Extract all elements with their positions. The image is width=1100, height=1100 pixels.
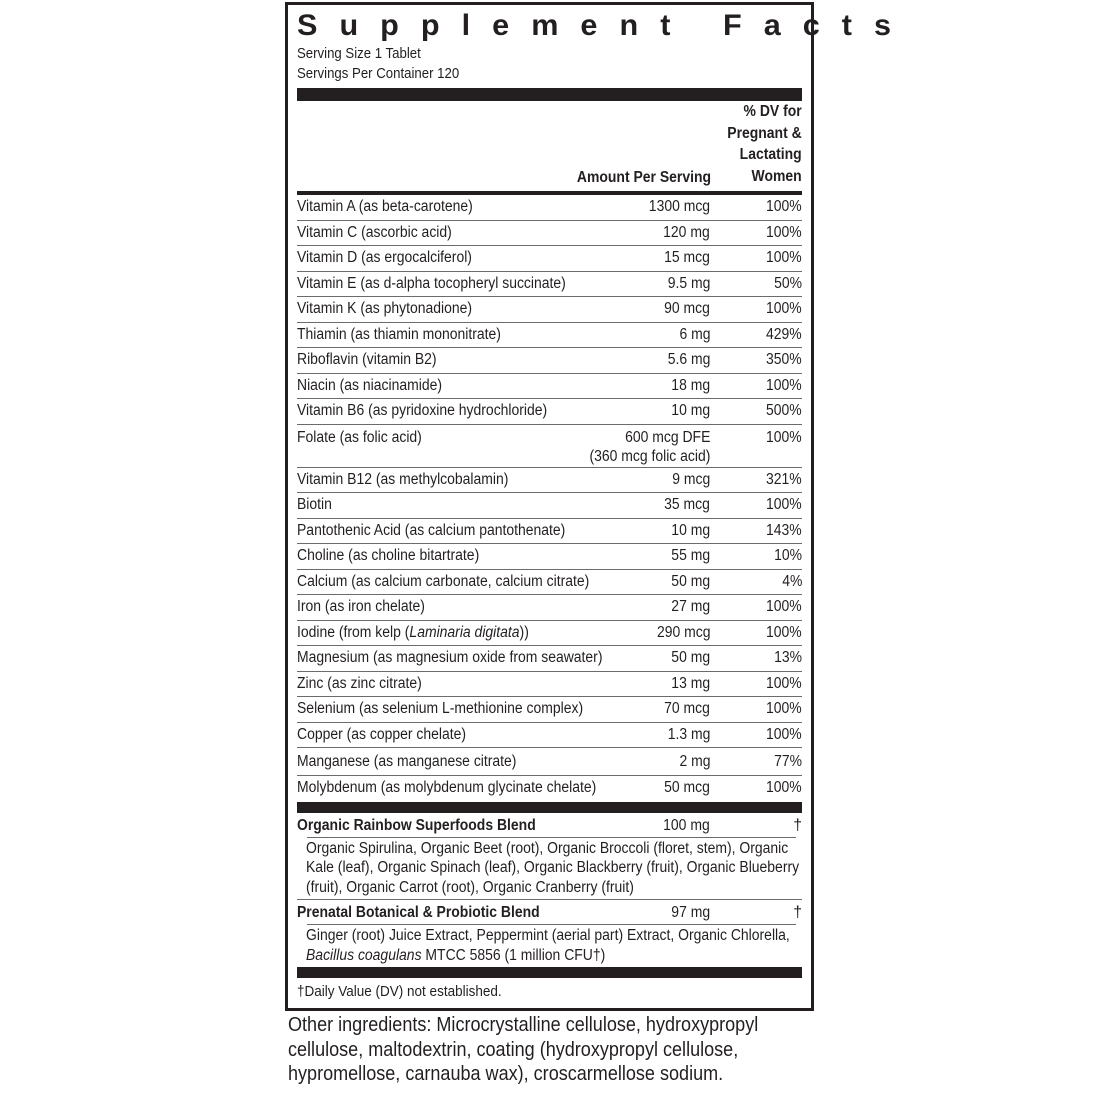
nutrient-row <box>297 297 802 323</box>
nutrient-dv: 100% <box>766 700 802 717</box>
nutrient-name: Pantothenic Acid (as calcium pantothenate) <box>297 521 566 539</box>
blend-amount: 100 mg <box>663 816 710 834</box>
nutrient-dv: 500% <box>766 402 802 419</box>
nutrient-dv: 100% <box>766 376 802 394</box>
nutrient-name <box>297 621 529 645</box>
serving-size: Serving Size 1 Tablet <box>297 45 421 62</box>
nutrient-row <box>297 374 802 400</box>
nutrient-row <box>297 519 802 545</box>
nutrient-row <box>297 544 802 570</box>
nutrient-amount: 13 mg <box>671 674 710 692</box>
nutrient-row <box>297 570 802 596</box>
nutrient-amount: 70 mcg <box>664 700 710 717</box>
nutrient-name: Vitamin C (ascorbic acid) <box>297 223 452 241</box>
nutrient-dv: 100% <box>766 674 802 692</box>
nutrient-row <box>297 621 802 647</box>
name-part: Iodine (from kelp ( <box>297 623 410 641</box>
nutrient-name: Copper (as copper chelate) <box>297 725 467 743</box>
nutrient-amount: 9 mcg <box>672 470 710 488</box>
nutrient-row <box>297 425 802 468</box>
panel-title: Supplement Facts <box>297 9 914 42</box>
blend-header <box>297 900 802 924</box>
nutrient-dv: 4% <box>781 572 802 590</box>
supplement-facts-panel <box>285 2 914 1011</box>
nutrient-amount: 1.3 mg <box>667 725 710 743</box>
nutrient-amount <box>589 428 710 467</box>
nutrient-dv: 10% <box>774 547 802 564</box>
nutrient-name: Biotin <box>297 496 332 513</box>
nutrient-row <box>297 723 802 749</box>
nutrient-name: Vitamin E (as d-alpha tocopheryl succinate) <box>297 274 566 292</box>
thick-divider <box>297 88 802 101</box>
nutrient-name: Zinc (as zinc citrate) <box>297 674 422 692</box>
nutrient-dv: 143% <box>766 521 802 539</box>
nutrient-name: Magnesium (as magnesium oxide from seawater) <box>297 649 603 666</box>
nutrient-dv: 100% <box>766 779 802 796</box>
nutrient-amount: 9.5 mg <box>667 274 710 292</box>
nutrient-name: Riboflavin (vitamin B2) <box>297 351 437 368</box>
nutrient-row <box>297 493 802 519</box>
nutrient-name: Vitamin B6 (as pyridoxine hydrochloride) <box>297 402 548 419</box>
species-name: Laminaria digitata <box>409 623 520 641</box>
nutrient-dv: 429% <box>766 325 802 343</box>
dv-header-line: Women <box>751 167 802 185</box>
column-header <box>297 101 802 191</box>
thick-divider <box>297 802 802 813</box>
nutrient-row <box>297 468 802 494</box>
nutrient-row <box>297 697 802 723</box>
nutrient-name: Niacin (as niacinamide) <box>297 376 442 394</box>
nutrient-amount: 50 mg <box>671 572 710 590</box>
nutrient-name: Molybdenum (as molybdenum glycinate chelate) <box>297 779 597 796</box>
dv-header-line: Lactating <box>739 146 802 163</box>
nutrient-row <box>297 672 802 698</box>
blend-amount: 97 mg <box>671 904 710 922</box>
nutrient-dv: 100% <box>766 300 802 317</box>
dagger-mark: † <box>793 816 802 834</box>
dv-column-header <box>728 101 802 187</box>
nutrient-amount: 10 mg <box>671 402 710 419</box>
servings-per-container: Servings Per Container 120 <box>297 65 460 82</box>
nutrient-amount: 90 mcg <box>664 300 710 317</box>
nutrient-amount: 290 mcg <box>656 623 710 641</box>
nutrient-amount: 35 mcg <box>664 496 710 513</box>
dagger-mark: † <box>793 904 802 922</box>
blend-prenatal-botanical <box>297 900 802 967</box>
blend-superfoods <box>297 813 802 900</box>
nutrient-dv: 100% <box>766 223 802 241</box>
nutrient-dv: 100% <box>766 428 802 446</box>
nutrient-dv: 100% <box>766 249 802 266</box>
amount-line: (360 mcg folic acid) <box>589 448 710 465</box>
nutrient-row <box>297 646 802 672</box>
amount-line: 600 mcg DFE <box>624 428 710 446</box>
nutrient-dv: 77% <box>774 753 802 770</box>
nutrient-amount: 5.6 mg <box>667 351 710 368</box>
nutrient-row <box>297 272 802 298</box>
dv-header-line: % DV for <box>743 103 802 120</box>
nutrient-table <box>297 195 802 801</box>
amount-column-header: Amount Per Serving <box>576 169 711 186</box>
nutrient-row <box>297 195 802 221</box>
nutrient-row <box>297 221 802 247</box>
blend-name: Organic Rainbow Superfoods Blend <box>297 816 536 834</box>
dv-header-line: Pregnant & <box>727 124 802 142</box>
nutrient-dv: 350% <box>766 351 802 368</box>
nutrient-dv: 50% <box>774 274 802 292</box>
blend-ingredients: Organic Spirulina, Organic Beet (root), Organic Broccoli (floret, stem), Organic Kale (leaf), Organic Spinach (leaf), Organic Blackberry (fruit), Organic Blueberry (fruit), Organic Carrot (root), Organic Cranberry (fruit) <box>306 839 800 896</box>
nutrient-row <box>297 776 802 801</box>
nutrient-dv: 100% <box>766 598 802 615</box>
nutrient-name: Vitamin D (as ergocalciferol) <box>297 249 472 266</box>
nutrient-amount: 55 mg <box>671 547 710 564</box>
nutrient-amount: 18 mg <box>671 376 710 394</box>
nutrient-row <box>297 595 802 621</box>
nutrient-name: Vitamin A (as beta-carotene) <box>297 198 473 215</box>
nutrient-dv: 100% <box>766 198 802 215</box>
nutrient-row <box>297 748 802 776</box>
panel-content <box>297 5 914 1004</box>
nutrient-dv: 13% <box>774 649 802 666</box>
nutrient-name: Manganese (as manganese citrate) <box>297 753 517 770</box>
blend-header <box>297 813 802 837</box>
nutrient-amount: 2 mg <box>678 753 710 770</box>
other-ingredients: Other ingredients: Microcrystalline cellulose, hydroxypropyl cellulose, maltodextrin, coating (hydroxypropyl cellulose, hypromellose, carnauba wax), croscarmellose sodium. <box>288 1013 759 1085</box>
nutrient-amount: 50 mcg <box>664 779 710 796</box>
nutrient-dv: 100% <box>766 623 802 641</box>
nutrient-name: Selenium (as selenium L-methionine complex) <box>297 700 584 717</box>
nutrient-name: Calcium (as calcium carbonate, calcium citrate) <box>297 572 590 590</box>
ingredients-part: Ginger (root) Juice Extract, Peppermint (aerial part) Extract, Organic Chlorella, <box>306 927 790 945</box>
nutrient-amount: 15 mcg <box>664 249 710 266</box>
name-part: )) <box>519 623 529 641</box>
nutrient-amount: 27 mg <box>671 598 710 615</box>
nutrient-name: Iron (as iron chelate) <box>297 598 425 615</box>
blend-name: Prenatal Botanical & Probiotic Blend <box>297 904 540 922</box>
nutrient-row <box>297 399 802 425</box>
nutrient-name: Vitamin K (as phytonadione) <box>297 300 473 317</box>
nutrient-dv: 321% <box>766 470 802 488</box>
nutrient-name: Folate (as folic acid) <box>297 428 422 446</box>
nutrient-row <box>297 323 802 349</box>
nutrient-amount: 1300 mcg <box>648 198 710 215</box>
nutrient-name: Choline (as choline bitartrate) <box>297 547 480 564</box>
nutrient-row <box>297 348 802 374</box>
thick-divider <box>297 967 802 978</box>
footnote: †Daily Value (DV) not established. <box>297 983 502 1001</box>
nutrient-amount: 120 mg <box>663 223 710 241</box>
ingredients-part: MTCC 5856 (1 million CFU†) <box>421 946 606 964</box>
blend-ingredients <box>297 925 803 967</box>
nutrient-row <box>297 246 802 272</box>
nutrient-dv: 100% <box>766 725 802 743</box>
nutrient-amount: 10 mg <box>671 521 710 539</box>
nutrient-dv: 100% <box>766 496 802 513</box>
nutrient-amount: 50 mg <box>671 649 710 666</box>
species-name: Bacillus coagulans <box>306 946 422 964</box>
nutrient-amount: 6 mg <box>678 325 710 343</box>
nutrient-name: Vitamin B12 (as methylcobalamin) <box>297 470 509 488</box>
nutrient-name: Thiamin (as thiamin mononitrate) <box>297 325 501 343</box>
